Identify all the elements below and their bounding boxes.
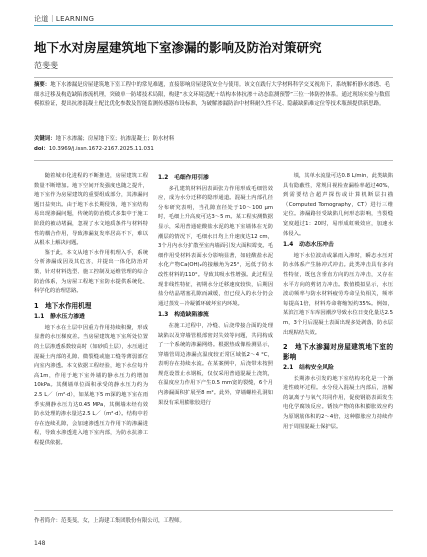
subsection-heading: 1.3 构造缺陷渗流 [158,312,209,319]
abstract-bottom-rule [34,160,393,161]
body-paragraph: 地下水位波动或暴雨入渗时，瞬态水压对防水体系产生脉冲式冲击。此类冲击具有多向性特征，既包含垂直方向的压力冲击，又存在水平方向的剪切力冲击。数值模拟显示，水压波动频率与防水材料疲劳寿命呈负相关，频率每提高1倍，材料寿命将缩短约35%。例如，某滨江地下车库因潮汐导致水位日变化量达2.5 m，3个月后混凝土表面出现多处剥落，防水层出现粘结失效。 [283,252,393,336]
body-paragraph: 随着城市化进程的不断推进，房屋建筑工程数量不断增加。地下空间开发强度也随之提升，地下室作为房屋建筑的重要组成部分，其渗漏问题日益突出。由于地下水长期侵蚀，地下室结构易出现渗漏问题，传统的防治模式多集中于施工阶段的被动堵漏，忽视了水文地质条件与材料特性的耦合作用，导致渗漏复发率居高不下，难以从根本上解决问题。 [34,173,148,247]
author-footnote: 作者简介：范斐斐，女，上海建工集团股份有限公司，工程师。 [34,518,185,524]
body-column-2 [158,172,273,408]
running-header: 论道｜LEARNING [34,15,95,23]
article-title: 地下水对房屋建筑地下室渗漏的影响及防治对策研究 [34,40,322,55]
body-paragraph: 填，其单水流量可达0.8 L/min，此类缺陷具有隐蔽性，常规目视检查漏检率超过40%，到需要结合超声探伤或计算机断层扫描（Computed Tomography，CT）进行三维定位。渗漏路径受缺陷几何形态影响，当裂缝宽度超过1：20时，易形成虹吸效应，加速水体侵入。 [283,173,393,237]
page-number: 148 [34,540,46,547]
subsection-heading: 1.4 动态水压冲击 [283,242,334,249]
body-paragraph: 地下水在土层中因重力作用持续积聚，形成显著的水压梯度差。当房屋建筑地下室所处位置的土层渗透系数较高时（如砂质土层），水压通过混凝土内部的孔隙、微裂缝或施工缝等薄弱部位向室内渗透。本文依据工程经验，地下水位每升高1m，作用于地下室外墙的静水压力约增加10kPa。其侧墙单位面积承受的静水压力约为2.5 L／（m²·d），如某地下5 m深的地下室在雨季实测静水压力达0.45 MPa，其侧墙未经有效防水处理的渗水量达2.5 L／（m²·d）。结构中若存在连续孔隙，会加速渗透压力作用下的渗漏进程，导致水渗透进入地下室内部，为防水抗渗工程提供依据。 [34,324,148,446]
abstract-label: 摘要： [34,82,51,88]
header-category: LEARNING [55,15,95,23]
subsection-heading: 1.1 静水压力渗透 [34,314,85,321]
header-section: 论道 [34,15,49,23]
subsection-heading: 2.1 结构安全风险 [283,365,334,372]
body-paragraph: 在施工过程中，冷缝、后浇带接合面的处理缺陷以及穿墙管根部密封失效等问题，共同构成了一个系统的渗漏网络。根据热成像检测显示，穿墙管周边渗漏点温度较正常区域低2～4 °C，表明存在持续水流。在某案例中，后浇带未按照规范设置止水钢板，仅仅采用普通混凝土浇筑，在温度应力作用下产生0.5 mm宽的裂缝，6个月内渗漏面积扩展至8 m²。此外，穿墙螺栓孔洞如果没有采用膨胀胶进行 [158,322,273,406]
header-rule [34,25,393,26]
section-heading: 1 地下水作用机理 [34,301,92,310]
keywords-text: 地下水渗漏；房屋地下室；抗渗混凝土；防水材料 [55,136,175,142]
body-paragraph: 长期渗水引发的地下室结构劣化是一个渐进性破坏过程。水分侵入混凝土内部后，溶解的氯离子与氧气共同作用，促使钢筋表面发生电化学腐蚀反应。锈蚀产物的体积膨胀效应约为原钢筋体积的2～4倍，这种膨胀应力持续作用于周围混凝土保护层。 [283,375,393,430]
body-column-1 [34,172,148,449]
keywords [34,135,392,145]
subsection-heading: 1.2 毛细作用引渗 [158,175,209,181]
article-author: 范斐斐 [34,61,58,70]
abstract [34,81,392,110]
doi [34,145,392,155]
section-heading: 2 地下水渗漏对房屋建筑地下室的影响 [283,343,393,361]
doi-label: doi： [34,146,49,152]
body-column-3 [283,172,393,432]
body-paragraph: 鉴于此，本文从地下水作用机理入手，系统分析渗漏成因及其危害，并提出一体化防治对策，针对材料选型、施工控制及运维管理的综合防治体系，为房屋工程地下室防水提供系统化、科学化的治理思路。 [34,249,148,295]
abstract-text: 地下水渗漏是房屋建筑地下室工程中的常见难题，直接影响房屋建筑安全与使用。该文在践行大学材料科学交叉视角下，系统解析静水渗透、毛细水迁移及构造缺陷渗流机理，突破单一防堵技术局限，构建“水文环境适配＋结构本体抗渗＋动态监测预警”三位一体防控体系。通过现场实验与数值模拟验证，提出抗渗混凝土配比优化参数及智能监测传感器布设标准，为破解渗漏防治中材料耐久性不足、隐蔽缺陷难定位等技术瓶颈提供新思路。 [34,82,390,107]
keywords-label: 关键词： [34,136,56,142]
body-paragraph: 多孔建筑材料因表面张力作用形成毛细管效应，成为水分迁移的隐形通道。混凝土内部孔径分布研究表明，当孔隙直径处于10～100 μm时，毛细上升高度可达3～5 m。某工程实测数据显示，采用普通硅酸盐水泥的地下室墙体在无防潮层的情况下，毛细水日均上升速度达12 cm，3个月内水分扩散至室内墙面引发大面积霉变。毛细作用受材料表面水分影响显著，如硅酸盐水泥水化产物Ca(OH)₂的接触角为25°，远低于防水改性材料的110°。导致其吸水性增强。此过程呈现非线性特征，初期水分迁移速度较快，后期因盐分结晶堵塞孔隙而减缓，但已侵入的水分仍会通过蒸发－冷凝循环破坏室内环境。 [158,185,273,307]
doi-text: 10.3969/j.issn.1672-2167.2025.11.031 [48,146,154,152]
abstract-top-rule [34,77,393,78]
footnote-rule [34,510,393,511]
